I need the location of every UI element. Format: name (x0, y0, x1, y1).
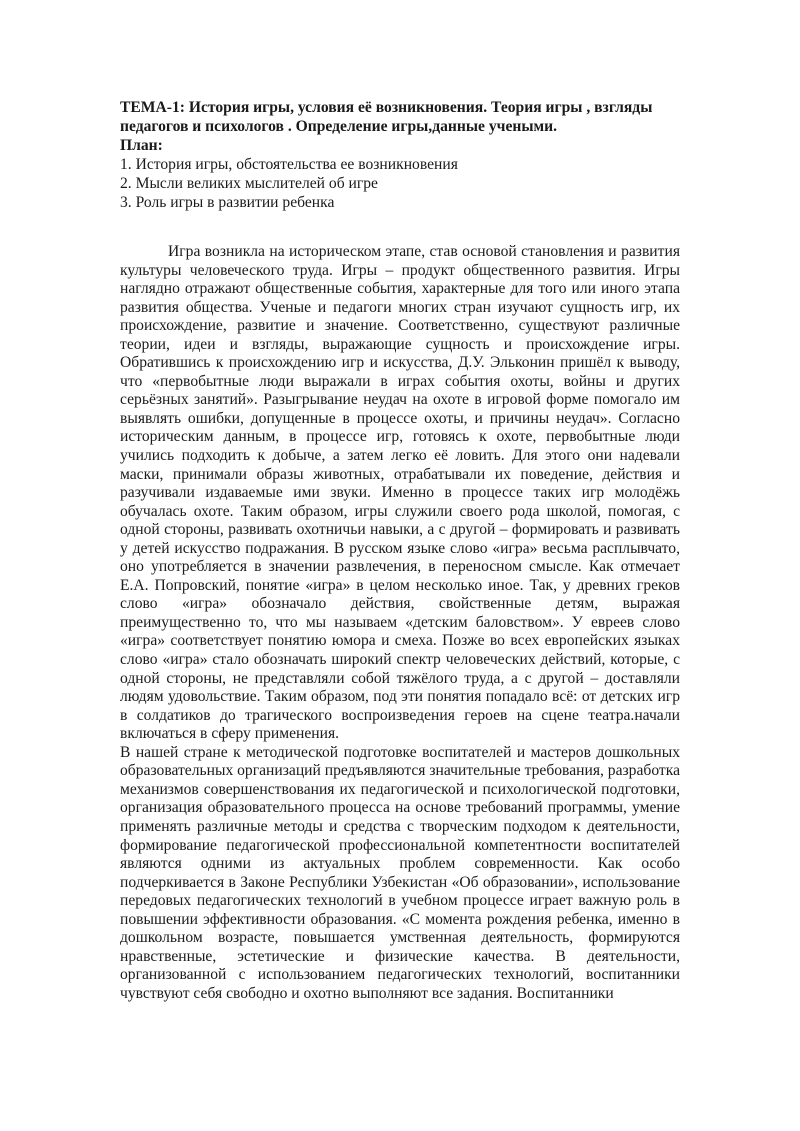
document-page (120, 98, 680, 1003)
paragraph-history: Игра возникла на историческом этапе, став основой становления и развития культуры человеческого труда. Игры – продукт общественного развития. Игры наглядно отражают общественные события, характерные для того или иного этапа развития общества. Ученые и педагоги многих стран изучают сущность игр, их происхождение, развитие и значение. Соответственно, существуют различные теории, идеи и взгляды, выражающие сущность и происхождение игры. Обратившись к происхождению игр и искусства, Д.У. Эльконин пришёл к выводу, что «первобытные люди выражали в играх события охоты, войны и других серьёзных занятий». Разыгрывание неудач на охоте в игровой форме помогало им выявлять ошибки, допущенные в процессе охоты, и причины неудач». Согласно историческим данным, в процессе игр, готовясь к охоте, первобытные люди учились подходить к добыче, а затем легко её ловить. Для этого они надевали маски, принимали образы животных, отрабатывали их поведение, действия и разучивали издаваемые ими звуки. Именно в процессе таких игр молодёжь обучалась охоте. Таким образом, игры служили своего рода школой, помогая, с одной стороны, развивать охотничьи навыки, а с другой – формировать и развивать у детей искусство подражания. В русском языке слово «игра» весьма расплывчато, оно употребляется в значении развлечения, в переносном смысле. Как отмечает Е.А. Попровский, понятие «игра» в целом несколько иное. Так, у древних греков слово «игра» обозначало действия, свойственные детям, выражая преимущественно то, что мы называем «детским баловством». У евреев слово «игра» соответствует понятию юмора и смеха. Позже во всех европейских языках слово «игра» стало обозначать широкий спектр человеческих действий, которые, с одной стороны, не представляли собой тяжёлого труда, а с другой – доставляли людям удовольствие. Таким образом, под эти понятия попадало всё: от детских игр в солдатиков до трагического воспроизведения героев на сцене театра.начали включаться в сферу применения. (120, 243, 680, 743)
plan-label: План: (120, 137, 163, 154)
paragraph-preparation: В нашей стране к методической подготовке воспитателей и мастеров дошкольных образовательных организаций предъявляются значительные требования, разработка механизмов совершенствования их педагогической и психологической подготовки, организация образовательного процесса на основе требований программы, умение применять различные методы и средства с творческим подходом к деятельности, формирование педагогической профессиональной компетентности воспитателей являются одними из актуальных проблем современности. Как особо подчеркивается в Законе Республики Узбекистан «Об образовании», использование передовых педагогических технологий в учебном процессе играет важную роль в повышении эффективности образования. «С момента рождения ребенка, именно в дошкольном возрасте, повышается умственная деятельность, формируются нравственные, эстетические и физические качества. В деятельности, организованной с использованием педагогических технологий, воспитанники чувствуют себя свободно и охотно выполняют все задания. Воспитанники (120, 743, 680, 1002)
plan-list (120, 155, 680, 212)
plan-item: 2. Мысли великих мыслителей об игре (120, 175, 378, 192)
plan-item: 1. История игры, обстоятельства ее возникновения (120, 156, 458, 173)
body-text (120, 243, 680, 1003)
document-title: ТЕМА-1: История игры, условия её возникновения. Теория игры , взгляды педагогов и психологов . Определение игры,данные учеными. (120, 99, 653, 135)
plan-item: 3. Роль игры в развитии ребенка (120, 194, 335, 211)
